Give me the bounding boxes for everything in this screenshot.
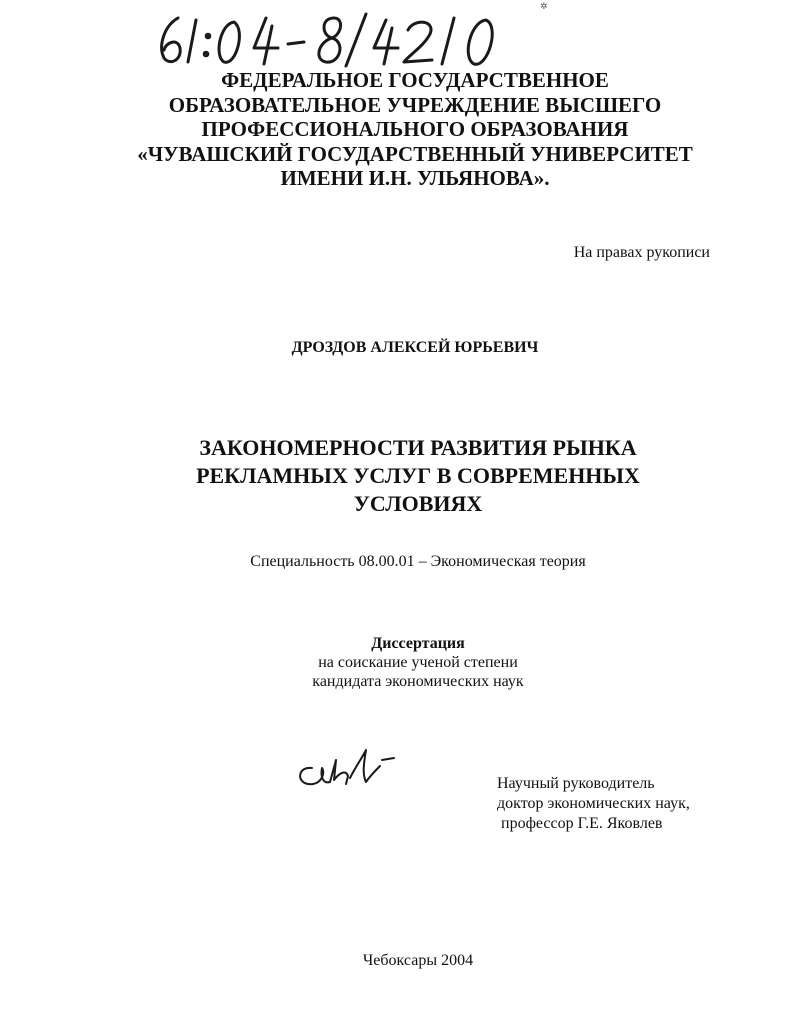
scan-corner-mark: ✲ [540,2,548,12]
institution-line: ОБРАЗОВАТЕЛЬНОЕ УЧРЕЖДЕНИЕ ВЫСШЕГО [168,92,662,117]
manuscript-rights-note: На правах рукописи [573,244,710,261]
supervisor-degree: доктор экономических наук, [497,795,690,812]
author-signature [290,738,400,798]
thesis-title [0,434,795,518]
supervisor-name: профессор Г.Е. Яковлев [501,815,663,832]
degree-line: кандидата экономических наук [312,673,524,690]
institution-line: «ЧУВАШСКИЙ ГОСУДАРСТВЕННЫЙ УНИВЕРСИТЕТ [137,141,693,166]
city-year: Чебоксары 2004 [362,952,474,969]
thesis-title-line: ЗАКОНОМЕРНОСТИ РАЗВИТИЯ РЫНКА [199,435,637,460]
author-name: ДРОЗДОВ АЛЕКСЕЙ ЮРЬЕВИЧ [291,339,539,356]
institution-header [0,68,795,191]
institution-line: ПРОФЕССИОНАЛЬНОГО ОБРАЗОВАНИЯ [201,117,629,141]
thesis-title-line: УСЛОВИЯХ [353,491,483,516]
institution-line: ФЕДЕРАЛЬНОЕ ГОСУДАРСТВЕННОЕ [221,68,609,92]
degree-block [0,634,795,691]
degree-line: на соискание ученой степени [318,654,518,671]
degree-heading: Диссертация [371,635,465,652]
institution-line: ИМЕНИ И.Н. УЛЬЯНОВА». [280,166,550,190]
supervisor-role: Научный руководитель [497,775,655,792]
handwritten-archive-number [150,8,520,68]
thesis-title-line: РЕКЛАМНЫХ УСЛУГ В СОВРЕМЕННЫХ [196,463,640,488]
specialty-line: Специальность 08.00.01 – Экономическая теория [250,553,586,570]
scientific-supervisor [497,774,690,834]
